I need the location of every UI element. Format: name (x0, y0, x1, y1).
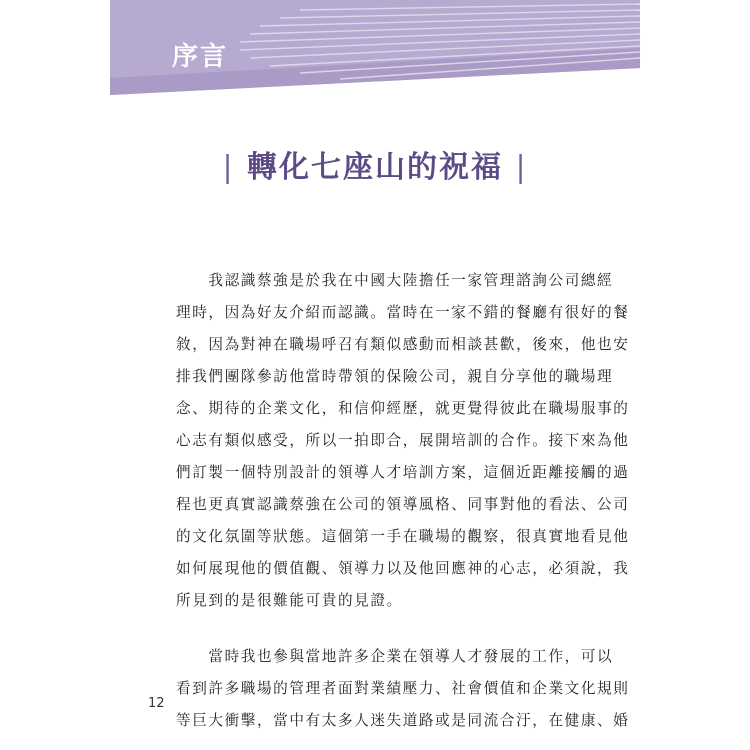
chapter-title-text: 轉化七座山的祝福 (247, 150, 503, 185)
page-number: 12 (148, 696, 165, 711)
text-line: 如何展現他的價值觀、領導力以及他回應神的心志，必須說，我 (176, 560, 630, 577)
header-band-graphic (0, 0, 750, 95)
header-banner (0, 0, 750, 95)
title-left-bar: | (222, 150, 235, 185)
text-line: 心志有類似感受，所以一拍即合，展開培訓的合作。接下來為他 (176, 432, 630, 449)
title-right-bar: | (515, 150, 528, 185)
paragraph-1 (176, 265, 630, 617)
text-line: 排我們團隊參訪他當時帶領的保險公司，親自分享他的職場理 (176, 368, 614, 385)
text-line: 們訂製一個特別設計的領導人才培訓方案，這個近距離接觸的過 (176, 464, 630, 481)
text-line: 當時我也參與當地許多企業在領導人才發展的工作，可以 (176, 648, 614, 665)
paragraph-2 (176, 641, 630, 737)
text-line: 的文化氛圍等狀態。這個第一手在職場的觀察，很真實地看見他 (176, 528, 630, 545)
text-line: 敘，因為對神在職場呼召有類似感動而相談甚歡，後來，他也安 (176, 336, 630, 353)
text-line: 理時，因為好友介紹而認識。當時在一家不錯的餐廳有很好的餐 (176, 304, 630, 321)
section-label: 序言 (172, 42, 229, 72)
text-line: 等巨大衝擊，當中有太多人迷失道路或是同流合汙，在健康、婚 (176, 712, 630, 729)
text-line: 念、期待的企業文化，和信仰經歷，就更覺得彼此在職場服事的 (176, 400, 630, 417)
text-line: 程也更真實認識蔡強在公司的領導風格、同事對他的看法、公司 (176, 496, 630, 513)
chapter-title (0, 142, 750, 186)
text-line: 我認識蔡強是於我在中國大陸擔任一家管理諮詢公司總經 (176, 272, 614, 289)
text-line: 所見到的是很難能可貴的見證。 (176, 592, 403, 609)
body-text (176, 265, 630, 737)
text-line: 看到許多職場的管理者面對業績壓力、社會價值和企業文化規則 (176, 680, 630, 697)
